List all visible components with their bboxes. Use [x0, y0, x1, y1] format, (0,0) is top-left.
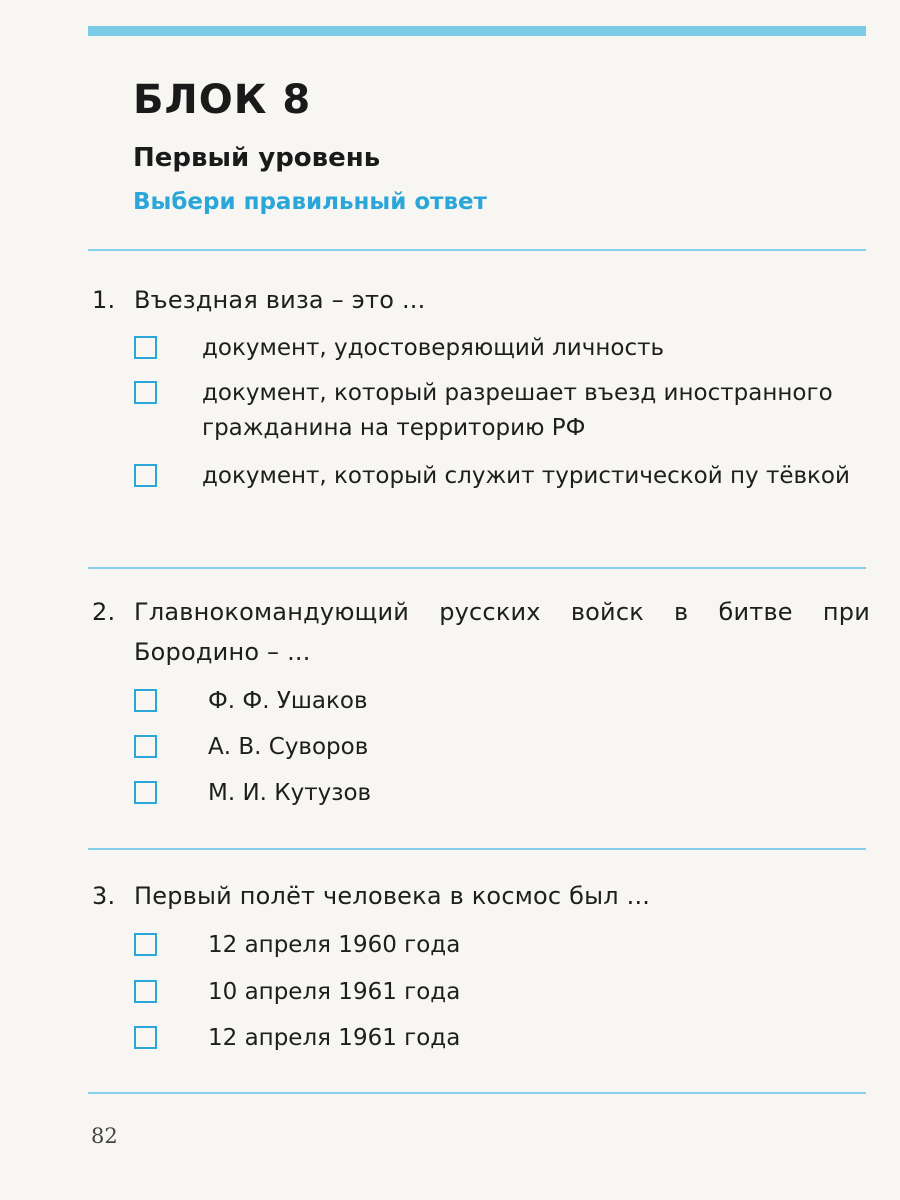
section-divider: [88, 567, 866, 569]
checkbox[interactable]: [134, 781, 157, 804]
level-title: Первый уровень: [133, 143, 381, 173]
question-number: 1.: [92, 286, 116, 314]
checkbox[interactable]: [134, 1026, 157, 1049]
question-3-option-2[interactable]: [134, 975, 874, 1010]
question-2-option-3[interactable]: [134, 776, 874, 811]
question-2: [92, 592, 870, 672]
question-text: Главнокомандующий русских войск в битве при Бородино – ...: [134, 598, 870, 666]
checkbox[interactable]: [134, 381, 157, 404]
block-title: БЛОК 8: [133, 77, 312, 123]
section-divider: [88, 1092, 866, 1094]
option-label: документ, который служит туристической пу тёвкой: [202, 463, 850, 489]
checkbox[interactable]: [134, 464, 157, 487]
section-divider: [88, 249, 866, 251]
option-label: документ, который разрешает въезд иностранного гражданина на территорию РФ: [202, 380, 833, 441]
top-accent-bar: [88, 26, 866, 36]
question-1-option-2[interactable]: [134, 376, 834, 446]
option-label: документ, удостоверяющий личность: [202, 335, 665, 361]
checkbox[interactable]: [134, 933, 157, 956]
section-divider: [88, 848, 866, 850]
question-number: 3.: [92, 882, 116, 910]
checkbox[interactable]: [134, 336, 157, 359]
option-label: 12 апреля 1960 года: [208, 932, 461, 958]
question-3: [92, 876, 872, 916]
question-number: 2.: [92, 598, 116, 626]
checkbox[interactable]: [134, 980, 157, 1003]
question-text: Въездная виза – это ...: [134, 286, 426, 314]
option-label: М. И. Кутузов: [208, 780, 372, 806]
question-1-option-3[interactable]: [134, 459, 874, 494]
option-label: 10 апреля 1961 года: [208, 979, 461, 1005]
question-3-option-1[interactable]: [134, 928, 874, 963]
question-2-option-1[interactable]: [134, 684, 874, 719]
question-1-option-1[interactable]: [134, 331, 874, 366]
question-3-option-3[interactable]: [134, 1021, 874, 1056]
question-1: [92, 280, 872, 320]
page-number: 82: [91, 1124, 118, 1148]
option-label: Ф. Ф. Ушаков: [208, 688, 368, 714]
instruction-text: Выбери правильный ответ: [133, 189, 487, 215]
checkbox[interactable]: [134, 689, 157, 712]
question-2-option-2[interactable]: [134, 730, 874, 765]
checkbox[interactable]: [134, 735, 157, 758]
option-label: 12 апреля 1961 года: [208, 1025, 461, 1051]
option-label: А. В. Суворов: [208, 734, 369, 760]
question-text: Первый полёт человека в космос был ...: [134, 882, 651, 910]
